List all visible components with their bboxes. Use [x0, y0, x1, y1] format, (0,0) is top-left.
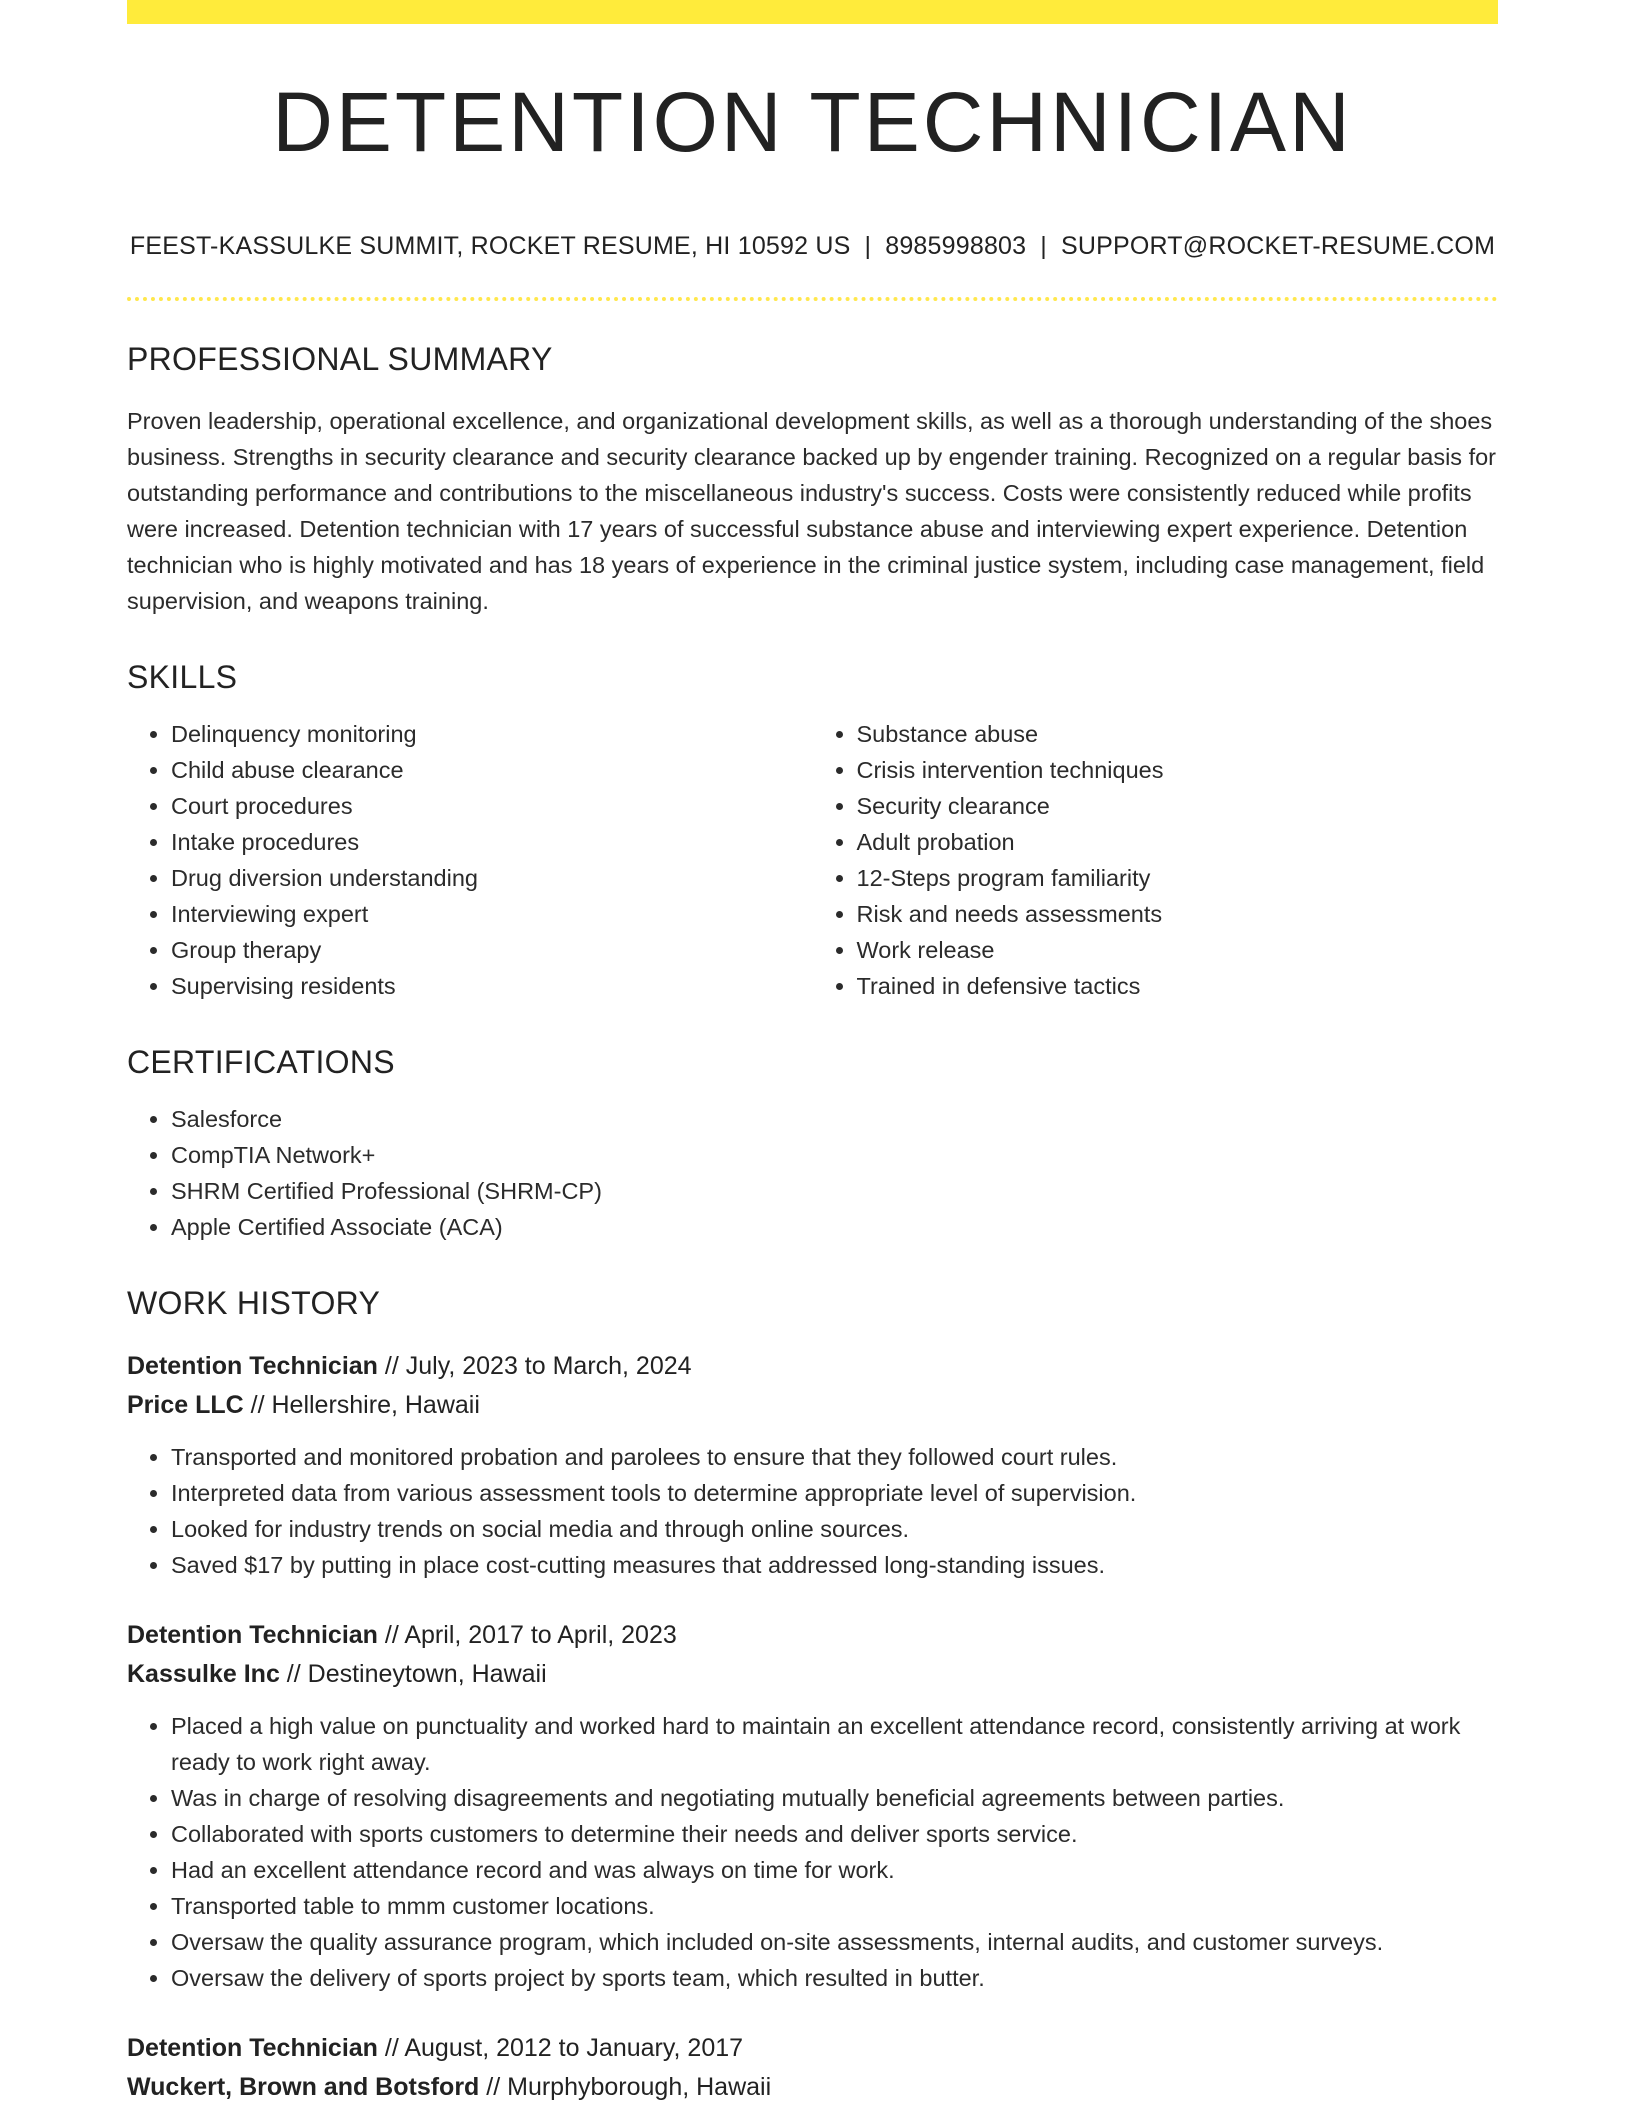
job-bullet: • Saved $17 by putting in place cost-cutting measures that addressed long-standing issues. [171, 1547, 1498, 1583]
certification-item: • Salesforce [171, 1101, 1498, 1137]
contact-email: SUPPORT@ROCKET-RESUME.COM [1060, 232, 1496, 260]
skill-item: • Trained in defensive tactics [857, 968, 1499, 1004]
skill-item: • Intake procedures [171, 824, 813, 860]
job-company-line [127, 2068, 1498, 2107]
skill-item: • 12-Steps program familiarity [857, 860, 1499, 896]
job-title-line [127, 1347, 1498, 1386]
skill-item: • Group therapy [171, 932, 813, 968]
job-company: Kassulke Inc [127, 1660, 280, 1688]
certification-item: • Apple Certified Associate (ACA) [171, 1209, 1498, 1245]
job-entry [127, 1347, 1498, 1583]
contact-separator: | [1040, 232, 1047, 260]
certifications-heading: CERTIFICATIONS [127, 1044, 395, 1080]
job-bullet: • Had an excellent attendance record and was always on time for work. [171, 1852, 1498, 1888]
skill-item: • Court procedures [171, 788, 813, 824]
skill-item: • Work release [857, 932, 1499, 968]
job-bullet: • Interpreted data from various assessment tools to determine appropriate level of supervision. [171, 1475, 1498, 1511]
job-company: Price LLC [127, 1391, 244, 1419]
skill-item: • Crisis intervention techniques [857, 752, 1499, 788]
skill-item: • Interviewing expert [171, 896, 813, 932]
job-bullets [127, 1439, 1498, 1583]
skills-left-list [127, 716, 813, 1004]
work-history-section [127, 1287, 1498, 2107]
job-bullet: • Looked for industry trends on social media and through online sources. [171, 1511, 1498, 1547]
skills-columns [127, 716, 1498, 1004]
job-location: // Hellershire, Hawaii [243, 1391, 480, 1419]
job-role: Detention Technician [127, 2034, 378, 2062]
job-dates: // August, 2012 to January, 2017 [377, 2034, 744, 2062]
job-entry [127, 2029, 1498, 2107]
job-title-line [127, 2029, 1498, 2068]
work-history-heading: WORK HISTORY [127, 1285, 381, 1321]
skill-item: • Drug diversion understanding [171, 860, 813, 896]
job-entry [127, 1616, 1498, 1996]
dotted-divider [127, 297, 1498, 301]
job-bullet: • Transported and monitored probation and parolees to ensure that they followed court rules. [171, 1439, 1498, 1475]
contact-separator: | [864, 232, 872, 260]
job-location: // Murphyborough, Hawaii [479, 2073, 772, 2101]
skill-item: • Supervising residents [171, 968, 813, 1004]
job-bullet: • Transported table to mmm customer locations. [171, 1888, 1498, 1924]
summary-text: Proven leadership, operational excellence, and organizational development skills, as well as a thorough understanding of the shoes business. Strengths in security clearance and security clearance backed up by engender training. Recognized on a regular basis for outstanding performance and contributions to the miscellaneous industry's success. Costs were consistently reduced while profits were increased. Detention technician with 17 years of successful substance abuse and interviewing expert experience. Detention technician who is highly motivated and has 18 years of experience in the criminal justice system, including case management, field supervision, and weapons training. [127, 408, 1497, 614]
summary-heading: PROFESSIONAL SUMMARY [127, 341, 553, 377]
job-dates: // April, 2017 to April, 2023 [377, 1621, 677, 1649]
skill-item: • Delinquency monitoring [171, 716, 813, 752]
skills-right-list [813, 716, 1499, 1004]
job-role: Detention Technician [127, 1352, 378, 1380]
job-bullet: • Oversaw the quality assurance program, which included on-site assessments, internal audits, and customer surveys. [171, 1924, 1498, 1960]
contact-phone: 8985998803 [885, 232, 1027, 260]
job-bullet: • Placed a high value on punctuality and worked hard to maintain an excellent attendance record, consistently arriving at work ready to work right away. [171, 1708, 1498, 1780]
skills-heading: SKILLS [127, 659, 238, 695]
contact-line [127, 231, 1498, 261]
skill-item: • Substance abuse [857, 716, 1499, 752]
resume-page [127, 0, 1498, 2107]
certifications-section [127, 1046, 1498, 1245]
job-dates: // July, 2023 to March, 2024 [377, 1352, 692, 1380]
skill-item: • Child abuse clearance [171, 752, 813, 788]
job-bullet: • Oversaw the delivery of sports project by sports team, which resulted in butter. [171, 1960, 1498, 1996]
certification-item: • SHRM Certified Professional (SHRM-CP) [171, 1173, 1498, 1209]
job-bullet: • Was in charge of resolving disagreements and negotiating mutually beneficial agreements between parties. [171, 1780, 1498, 1816]
job-role: Detention Technician [127, 1621, 378, 1649]
job-bullet: • Collaborated with sports customers to determine their needs and deliver sports service. [171, 1816, 1498, 1852]
skill-item: • Risk and needs assessments [857, 896, 1499, 932]
contact-address: FEEST-KASSULKE SUMMIT, ROCKET RESUME, HI 10592 US [129, 232, 851, 260]
top-accent-bar [127, 0, 1498, 24]
job-location: // Destineytown, Hawaii [279, 1660, 547, 1688]
job-company-line [127, 1386, 1498, 1425]
skill-item: • Security clearance [857, 788, 1499, 824]
skills-section [127, 661, 1498, 1004]
certification-item: • CompTIA Network+ [171, 1137, 1498, 1173]
job-bullets [127, 1708, 1498, 1996]
resume-name: DETENTION TECHNICIAN [272, 75, 1353, 169]
skill-item: • Adult probation [857, 824, 1499, 860]
job-company: Wuckert, Brown and Botsford [127, 2073, 480, 2101]
summary-section [127, 343, 1498, 619]
job-company-line [127, 1655, 1498, 1694]
certifications-list [127, 1101, 1498, 1245]
job-title-line [127, 1616, 1498, 1655]
